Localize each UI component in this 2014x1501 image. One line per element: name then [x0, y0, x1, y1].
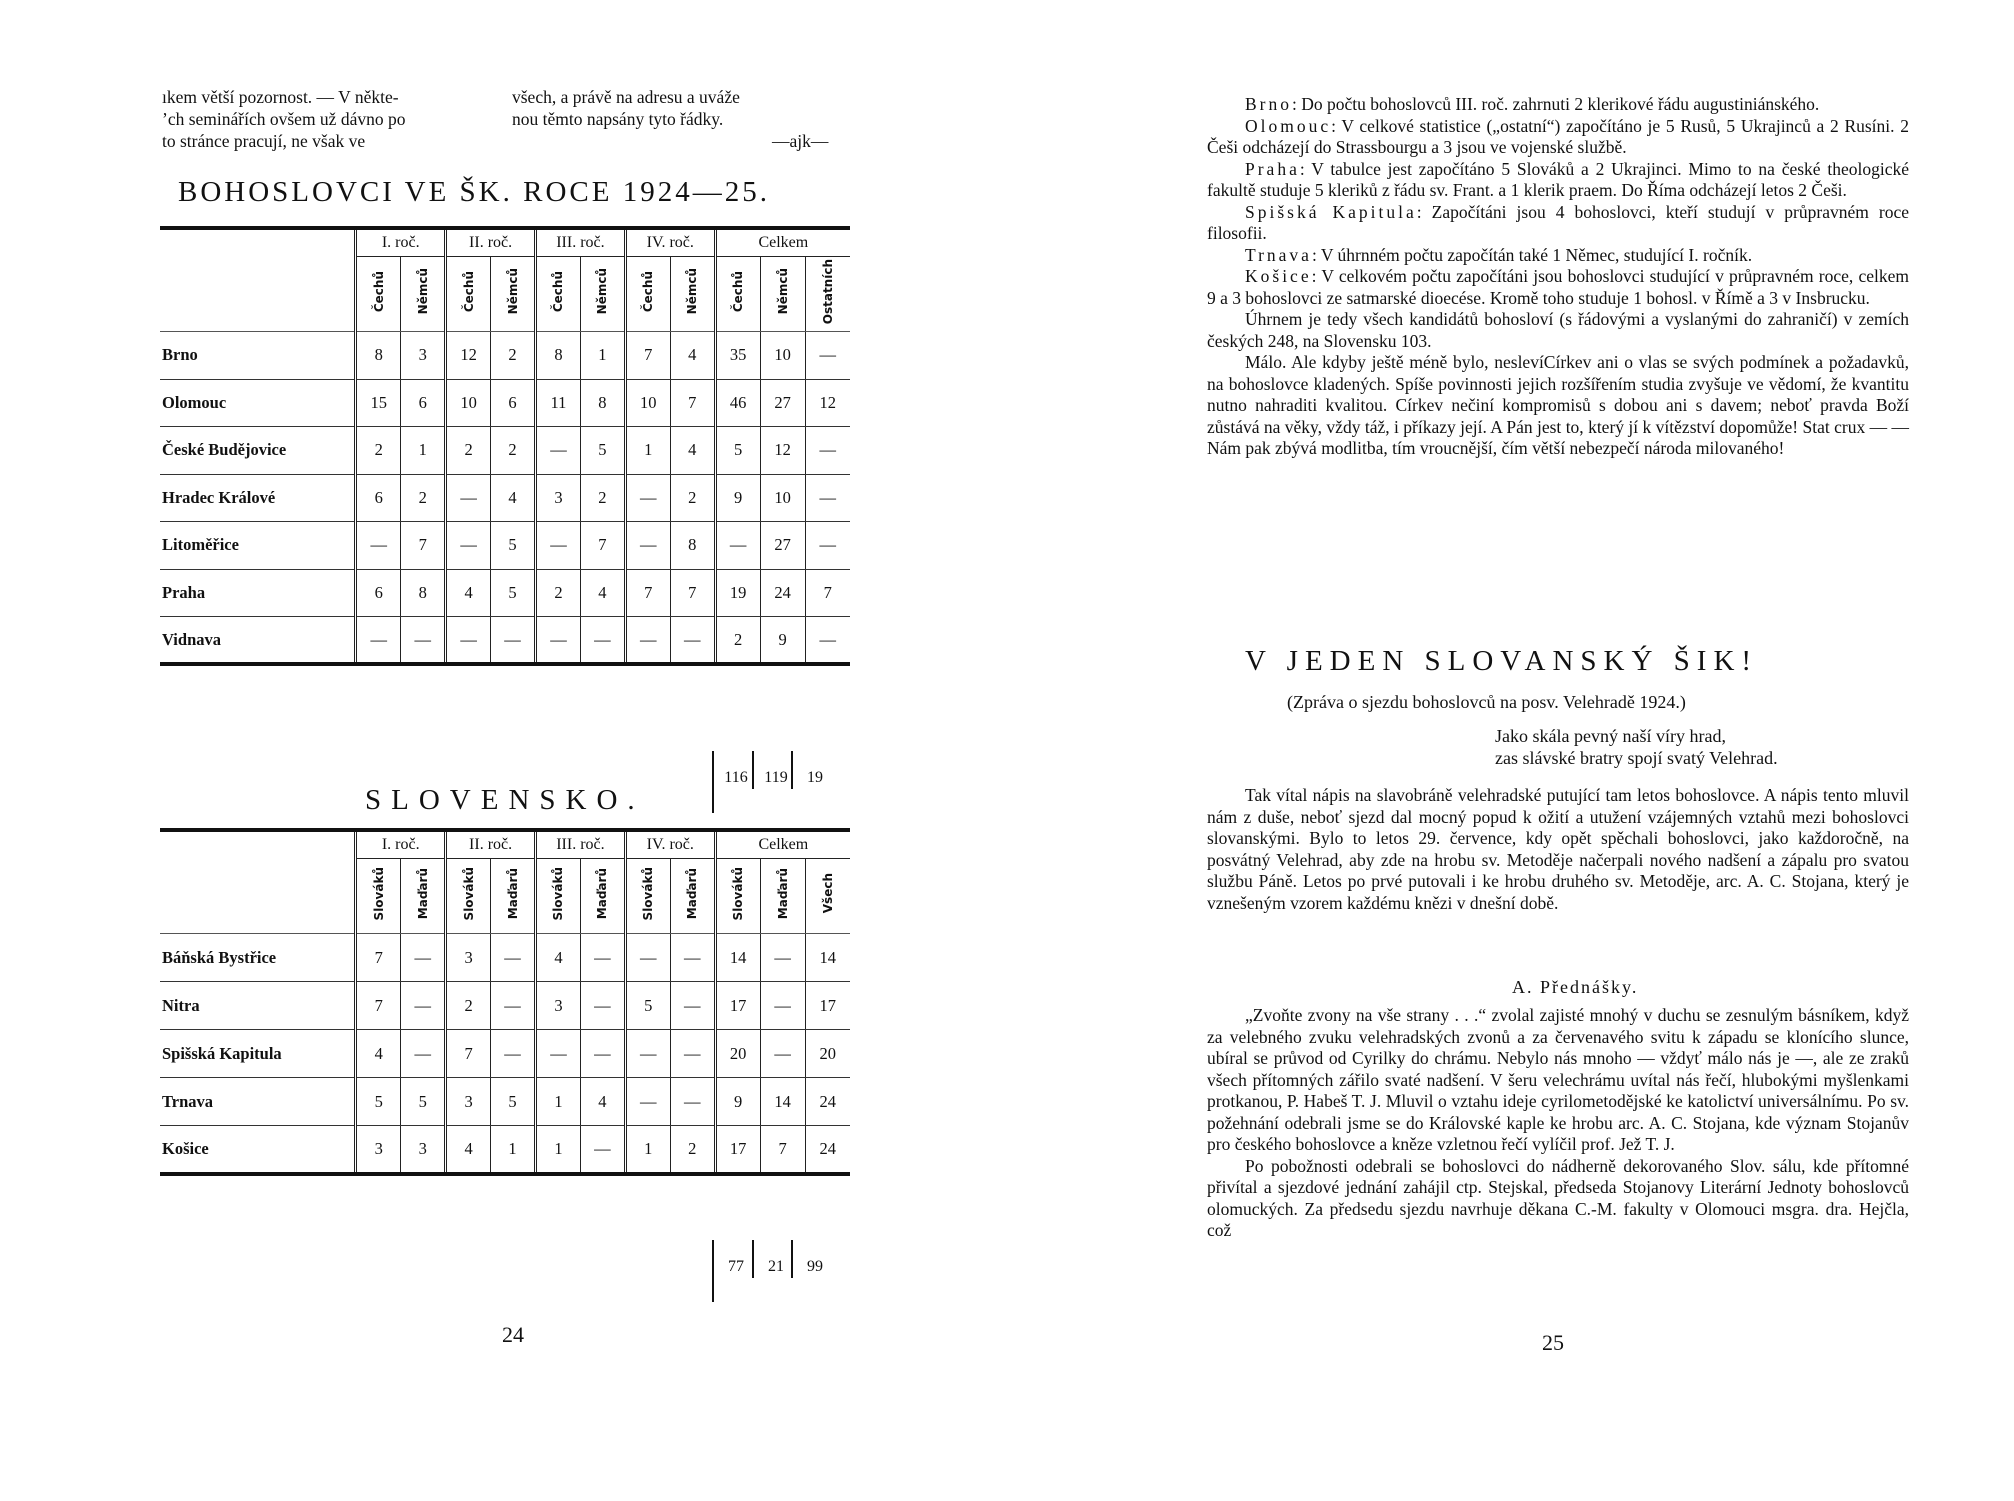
table-cell: — — [401, 1030, 446, 1078]
sub-header — [715, 257, 760, 332]
verse-line-2: zas slávské bratry spojí svatý Velehrad. — [1495, 748, 1778, 768]
table-cell: 1 — [536, 1126, 581, 1174]
table-cell: 5 — [715, 427, 760, 475]
note-paragraph — [1207, 159, 1909, 202]
sub-header-label: Slováků — [371, 866, 386, 921]
table-cell: — — [536, 427, 581, 475]
corner-cell — [160, 830, 356, 859]
table-cell: — — [760, 1030, 805, 1078]
table-cell: 1 — [491, 1126, 536, 1174]
row-name: Košice — [160, 1126, 356, 1174]
table-cell: — — [805, 474, 850, 522]
sub-header-label: Němců — [595, 268, 610, 315]
sub-header-label: Maďarů — [685, 867, 700, 920]
table-cell: 27 — [760, 379, 805, 427]
slovak-totals — [0, 1252, 1007, 1312]
sub-header — [625, 257, 670, 332]
article-subheading: (Zpráva o sjezdu bohoslovců na posv. Velehradě 1924.) — [1287, 692, 1686, 712]
row-name: Brno — [160, 332, 356, 380]
note-paragraph — [1207, 245, 1909, 267]
table-cell: 4 — [536, 934, 581, 982]
table-cell: 10 — [625, 379, 670, 427]
table-cell: 24 — [805, 1078, 850, 1126]
right-page — [1007, 0, 2014, 1501]
table-cell: 6 — [491, 379, 536, 427]
note-text: : V úhrnném počtu započítán také 1 Němec, studující I. ročník. — [1311, 244, 1753, 265]
table-cell: 24 — [805, 1126, 850, 1174]
table-cell: 35 — [715, 332, 760, 380]
note-text: : V tabulce jest započítáno 5 Slováků a 2 Ukrajinci. Mimo to na české theologické fakultě studuje 5 kleriků z řádu sv. Frant. a 1 klerik praem. Do Říma odcházejí letos 2 Češi. — [1207, 158, 1909, 200]
table-cell: 2 — [491, 332, 536, 380]
table-cell: 19 — [715, 569, 760, 617]
sub-header — [356, 859, 401, 934]
table-cell: — — [446, 474, 491, 522]
sub-header-label: Slováků — [731, 866, 746, 921]
table-cell: 1 — [401, 427, 446, 475]
table-cell: 2 — [446, 982, 491, 1030]
sub-header — [715, 859, 760, 934]
row-name: Báňská Bystřice — [160, 934, 356, 982]
sub-header-label: Čechů — [551, 270, 566, 313]
table-cell: 20 — [805, 1030, 850, 1078]
table-cell: — — [580, 1126, 625, 1174]
table-cell: 1 — [536, 1078, 581, 1126]
table-cell: 10 — [760, 474, 805, 522]
page-number: 25 — [1542, 1330, 1564, 1355]
table-cell: 7 — [805, 569, 850, 617]
table-cell: 24 — [760, 569, 805, 617]
table-cell: 12 — [760, 427, 805, 475]
article-heading: V JEDEN SLOVANSKÝ ŠIK! — [1245, 645, 1759, 677]
sub-header-row — [160, 257, 850, 332]
sub-header — [805, 859, 850, 934]
note-paragraph — [1207, 202, 1909, 245]
sub-header-label: Čechů — [731, 270, 746, 313]
total-value: 119 — [764, 769, 788, 786]
table-cell: 7 — [625, 332, 670, 380]
table-cell: — — [805, 332, 850, 380]
sub-header — [805, 257, 850, 332]
table-cell: 3 — [446, 934, 491, 982]
year-header: II. roč. — [446, 830, 536, 859]
table-cell: 1 — [625, 427, 670, 475]
table-cell: 8 — [356, 332, 401, 380]
table-cell: 6 — [356, 474, 401, 522]
sub-header-label: Všech — [820, 873, 835, 914]
table-cell: 8 — [401, 569, 446, 617]
table-cell: 4 — [446, 569, 491, 617]
total-value: 21 — [768, 1258, 784, 1275]
table-cell: — — [580, 617, 625, 665]
table-cell: 3 — [446, 1078, 491, 1126]
sub-header — [760, 257, 805, 332]
sub-header — [580, 859, 625, 934]
sub-header-label: Maďarů — [415, 867, 430, 920]
year-header: I. roč. — [356, 228, 446, 257]
table-cell: — — [625, 1078, 670, 1126]
table-cell: — — [670, 934, 715, 982]
sub-header-label: Slováků — [641, 866, 656, 921]
table-cell: — — [446, 522, 491, 570]
table-cell: — — [670, 1078, 715, 1126]
table-cell: — — [356, 617, 401, 665]
page-number: 24 — [502, 1322, 524, 1347]
czech-statistics-table — [160, 226, 850, 666]
table-cell: 7 — [625, 569, 670, 617]
row-name: Spišská Kapitula — [160, 1030, 356, 1078]
sub-header — [446, 859, 491, 934]
table-cell: — — [446, 617, 491, 665]
year-header: I. roč. — [356, 830, 446, 859]
sub-header-label: Čechů — [641, 270, 656, 313]
table-cell: — — [625, 617, 670, 665]
table-cell: 5 — [580, 427, 625, 475]
sub-header-label: Němců — [685, 268, 700, 315]
year-header: Celkem — [715, 228, 850, 257]
summary-paragraph: Úhrnem je tedy všech kandidátů bohosloví (s řádovými a vyslanými do zahraničí) v zemích českých 248, na Slovensku 103. — [1207, 309, 1909, 351]
sub-header-label: Němců — [505, 268, 520, 315]
table-cell: 5 — [491, 569, 536, 617]
sub-header-label: Slováků — [461, 866, 476, 921]
fragment-line: všech, a právě na adresu a uváže — [512, 87, 740, 107]
note-key: Spišská Kapitula — [1245, 201, 1417, 222]
table-cell: 14 — [715, 934, 760, 982]
table-cell: 7 — [356, 934, 401, 982]
table-cell: 5 — [356, 1078, 401, 1126]
table-cell: 4 — [670, 332, 715, 380]
table-cell: — — [670, 617, 715, 665]
table-cell: 17 — [715, 982, 760, 1030]
table-cell: — — [760, 934, 805, 982]
table-cell: — — [580, 934, 625, 982]
table-cell: 2 — [580, 474, 625, 522]
sub-header — [491, 257, 536, 332]
table-cell: 2 — [670, 474, 715, 522]
note-text: : Do počtu bohoslovců III. roč. zahrnuti 2 klerikové řádu augustiniánského. — [1292, 94, 1820, 114]
fragment-line: ʼch seminářích ovšem už dávno po — [162, 109, 406, 129]
table-cell: 5 — [401, 1078, 446, 1126]
table-row — [160, 427, 850, 475]
table-cell: — — [491, 982, 536, 1030]
paragraph: Po pobožnosti odebrali se bohoslovci do nádherně dekorovaného Slov. sálu, kde přítomné přivítal a sjezdové jednání zahájil ctp. Stejskal, předseda Stojanovy Literární Jednoty bohoslovců olomuckých. Za předsedu sjezdu navrhuje děkana C.-M. fakulty v Olomouci msgra. dra. Hejčla, což — [1207, 1155, 1909, 1240]
table-cell: — — [580, 982, 625, 1030]
table-row — [160, 617, 850, 665]
table-cell: 5 — [491, 522, 536, 570]
table-cell: 17 — [715, 1126, 760, 1174]
table-cell: 4 — [356, 1030, 401, 1078]
sub-header — [401, 859, 446, 934]
sub-header — [491, 859, 536, 934]
sub-header-label: Ostatních — [820, 258, 835, 325]
note-key: Brno — [1245, 94, 1292, 114]
table-cell: — — [625, 522, 670, 570]
table-cell: — — [580, 1030, 625, 1078]
sub-header — [760, 859, 805, 934]
fragment-col-1 — [162, 86, 502, 152]
table-cell: — — [356, 522, 401, 570]
table-row — [160, 1030, 850, 1078]
note-key: Košice — [1245, 266, 1312, 286]
table-cell: 3 — [401, 1126, 446, 1174]
table-cell: 9 — [760, 617, 805, 665]
row-name: Praha — [160, 569, 356, 617]
table-cell: 7 — [670, 379, 715, 427]
table-cell: 20 — [715, 1030, 760, 1078]
table-cell: — — [760, 982, 805, 1030]
sub-header-row — [160, 859, 850, 934]
note-text: : Započítáni jsou 4 bohoslovci, kteří studují v průpravném roce filosofii. — [1207, 201, 1909, 243]
table-cell: 5 — [491, 1078, 536, 1126]
table-cell: 6 — [356, 569, 401, 617]
table-cell: 8 — [670, 522, 715, 570]
note-paragraph — [1207, 116, 1909, 159]
table-cell: 2 — [356, 427, 401, 475]
year-header-row — [160, 830, 850, 859]
table-cell: 14 — [805, 934, 850, 982]
table-cell: — — [491, 934, 536, 982]
slovak-statistics-table — [160, 828, 850, 1176]
row-name: Nitra — [160, 982, 356, 1030]
table-cell: 10 — [760, 332, 805, 380]
table-cell: 9 — [715, 474, 760, 522]
table-cell: 27 — [760, 522, 805, 570]
note-text: : V celkovém počtu započítáni jsou bohoslovci studující v průpravném roce, celkem 9 a 3 bohoslovci ze satmarské dioecése. Kromě toho studuje 1 bohosl. v Římě a 3 v Insbrucku. — [1207, 266, 1909, 308]
page-title: BOHOSLOVCI VE ŠK. ROCE 1924—25. — [178, 176, 770, 208]
corner-cell — [160, 859, 356, 934]
verse-line-1: Jako skála pevný naší víry hrad, — [1495, 726, 1726, 746]
sub-header — [401, 257, 446, 332]
table-cell: — — [491, 617, 536, 665]
sub-header-label: Maďarů — [775, 867, 790, 920]
sub-header — [446, 257, 491, 332]
article-intro — [1207, 785, 1909, 914]
sub-header-label: Čechů — [371, 270, 386, 313]
totals-divider — [712, 751, 714, 813]
note-key: Trnava — [1245, 244, 1312, 265]
sub-header-label: Slováků — [551, 866, 566, 921]
paragraph: „Zvoňte zvony na vše strany . . .“ zvolal zajisté mnohý v duchu se zesnulým básníkem, když za velebného zvuku velehradských zvonů a za červenavého svitu k západu se klonícího slunce, ubíral se průvod od Cyrilky do chrámu. Nebylo nás mnoho — vždyť málo nás je —, ale ze zraků všech přítomných zářilo svaté nadšení. V šeru velechrámu uvítal nás řečí, hlubokými myšlenkami protkanou, P. Habeš T. J. Mluvil o vztahu ideje cyrilometodějské ke katolictví universálnímu. Po sv. požehnání odebrali jsme se do Královské kaple ke hrobu arc. A. C. Stojana, kde význam Stojanův pro českého bohoslovce a kněze vzletnou řečí vylíčil prof. Jež T. J. — [1207, 1005, 1909, 1154]
sub-header — [625, 859, 670, 934]
table-cell: — — [625, 1030, 670, 1078]
table-cell: — — [805, 617, 850, 665]
totals-divider — [712, 1240, 714, 1302]
table-cell: — — [491, 1030, 536, 1078]
fragment-line: nou těmto napsány tyto řádky. — [512, 109, 724, 129]
total-value: 19 — [807, 769, 823, 786]
table-row — [160, 569, 850, 617]
table-cell: 3 — [536, 474, 581, 522]
table-row — [160, 1078, 850, 1126]
table-cell: 1 — [580, 332, 625, 380]
table-cell: 3 — [536, 982, 581, 1030]
table-cell: 7 — [401, 522, 446, 570]
table-cell: — — [805, 522, 850, 570]
sub-header-label: Němců — [775, 268, 790, 315]
table-cell: 4 — [670, 427, 715, 475]
sub-header — [536, 257, 581, 332]
section-heading: A. Přednášky. — [1512, 977, 1639, 997]
table-row — [160, 332, 850, 380]
table-row — [160, 474, 850, 522]
row-name: Vidnava — [160, 617, 356, 665]
table-cell: 1 — [625, 1126, 670, 1174]
table-cell: 15 — [356, 379, 401, 427]
total-value: 99 — [807, 1258, 823, 1275]
malo-paragraph: Málo. Ale kdyby ještě méně bylo, neslevíCírkev ani o vlas se svých podmínek a požadavků, na bohoslovce kladených. Spíše povinnosti jejich rozšířením studia zvyšuje ve vědomí, že kvantitu nutno nahraditi kvalitou. Církev nečiní kompromisů s dobou ani s davem; neboť pravda Boží zůstává na věky, vždy táž, i příkazy její. A Pán jest to, který jí k vítězství dopomůže! Stat crux — — Nám pak zbývá modlitba, tím vroucnější, čím větší nebezpečí národa milovaného! — [1207, 352, 1909, 458]
table-cell: — — [536, 522, 581, 570]
sub-header — [536, 859, 581, 934]
table-cell: 8 — [580, 379, 625, 427]
table-row — [160, 379, 850, 427]
sub-header — [356, 257, 401, 332]
corner-cell — [160, 257, 356, 332]
year-header: IV. roč. — [625, 228, 715, 257]
table-cell: — — [670, 1030, 715, 1078]
paragraph: Tak vítal nápis na slavobráně velehradské putující tam letos bohoslovce. A nápis tento mluvil nám z duše, neboť sjezd dal mocný popud k ožití a utužení vzájemných vztahů mezi bohoslovci slovanskými. Bylo to letos 29. července, kdy opět spěchali bohoslovci, jako každoročně, na posvátný Velehrad, aby zde na hrobu sv. Metoděje načerpali nového nadšení a zápalu pro svatou službu Páně. Letos po prvé putovali i ke hrobu druhého sv. Metoděje, arc. A. C. Stojana, který je vznešeným vzorem každému knězi v dnešní době. — [1207, 785, 1909, 913]
table-cell: 12 — [446, 332, 491, 380]
table-cell: — — [715, 522, 760, 570]
year-header: Celkem — [715, 830, 850, 859]
table-cell: — — [805, 427, 850, 475]
sub-header-label: Němců — [415, 268, 430, 315]
table-cell: — — [670, 982, 715, 1030]
verse — [1495, 725, 1778, 769]
table-cell: 2 — [715, 617, 760, 665]
year-header: III. roč. — [536, 830, 626, 859]
table-cell: — — [401, 617, 446, 665]
article-body — [1207, 1005, 1909, 1242]
table-cell: 17 — [805, 982, 850, 1030]
sub-header — [670, 859, 715, 934]
fragment-line: to stránce pracují, ne však ve — [162, 131, 366, 151]
fragment-line: ıkem větší pozornost. — V někte- — [162, 87, 399, 107]
year-header: II. roč. — [446, 228, 536, 257]
row-name: České Budějovice — [160, 427, 356, 475]
row-name: Trnava — [160, 1078, 356, 1126]
table-cell: — — [625, 474, 670, 522]
table-cell: 2 — [670, 1126, 715, 1174]
fragment-col-2 — [512, 86, 852, 130]
table-cell: 7 — [670, 569, 715, 617]
row-name: Hradec Králové — [160, 474, 356, 522]
table-cell: 4 — [446, 1126, 491, 1174]
table-cell: 2 — [401, 474, 446, 522]
sub-header-label: Maďarů — [505, 867, 520, 920]
signature: —ajk— — [772, 131, 829, 151]
table-row — [160, 934, 850, 982]
table-cell: 7 — [446, 1030, 491, 1078]
table-cell: 11 — [536, 379, 581, 427]
table-cell: 3 — [356, 1126, 401, 1174]
note-key: Praha — [1245, 158, 1300, 179]
sub-header-label: Maďarů — [595, 867, 610, 920]
table-cell: 14 — [760, 1078, 805, 1126]
table-cell: 4 — [580, 1078, 625, 1126]
slovak-title: SLOVENSKO. — [365, 784, 645, 816]
table-cell: 7 — [760, 1126, 805, 1174]
notes-block — [1207, 94, 1909, 460]
table-cell: 4 — [491, 474, 536, 522]
sub-header-label: Čechů — [461, 270, 476, 313]
note-key: Olomouc — [1245, 115, 1332, 136]
table-cell: 5 — [625, 982, 670, 1030]
table-row — [160, 522, 850, 570]
table-cell: 8 — [536, 332, 581, 380]
note-paragraph — [1207, 94, 1909, 116]
table-cell: — — [536, 617, 581, 665]
sub-header — [670, 257, 715, 332]
table-cell: 2 — [491, 427, 536, 475]
table-row — [160, 982, 850, 1030]
total-value: 116 — [724, 769, 748, 786]
sub-header — [580, 257, 625, 332]
table-cell: — — [401, 982, 446, 1030]
table-cell: 3 — [401, 332, 446, 380]
total-value: 77 — [728, 1258, 744, 1275]
table-cell: 46 — [715, 379, 760, 427]
table-cell: 7 — [580, 522, 625, 570]
corner-cell — [160, 228, 356, 257]
table-cell: 12 — [805, 379, 850, 427]
table-row — [160, 1126, 850, 1174]
note-paragraph — [1207, 266, 1909, 309]
table-cell: 2 — [536, 569, 581, 617]
year-header: IV. roč. — [625, 830, 715, 859]
row-name: Olomouc — [160, 379, 356, 427]
table-cell: — — [536, 1030, 581, 1078]
table-cell: 2 — [446, 427, 491, 475]
table-cell: 10 — [446, 379, 491, 427]
year-header-row — [160, 228, 850, 257]
table-cell: 9 — [715, 1078, 760, 1126]
year-header: III. roč. — [536, 228, 626, 257]
table-cell: 6 — [401, 379, 446, 427]
table-cell: — — [401, 934, 446, 982]
row-name: Litoměřice — [160, 522, 356, 570]
table-cell: 4 — [580, 569, 625, 617]
note-text: : V celkové statistice („ostatní“) započítáno je 5 Rusů, 5 Ukrajinců a 2 Rusíni. 2 Češi odcházejí do Strassbourgu a 3 jsou ve vojenské službě. — [1207, 115, 1909, 157]
table-cell: — — [625, 934, 670, 982]
table-cell: 7 — [356, 982, 401, 1030]
